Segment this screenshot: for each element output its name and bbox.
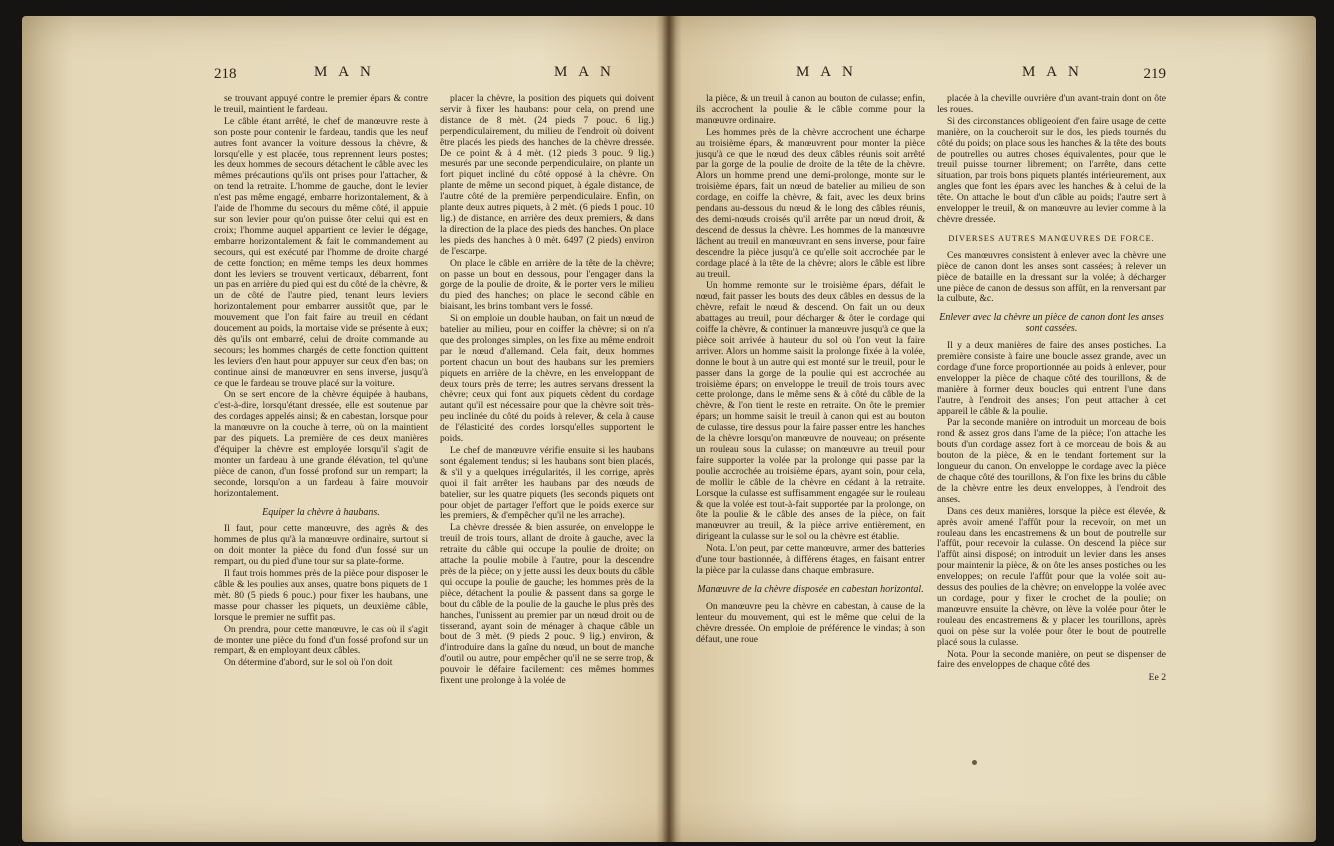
paragraph: Il y a deux manières de faire des anses postiches. La première consiste à faire une boucle assez grande, avec un cordage d'une force proportionnée au poids à enlever, pour envelopper la pièce de chaque côté des tourillons, & de manière à former deux boucles qui entrent l'une dans l'autre, à l'endroit des anses; l'on peut attacher à cet appareil le câble & la poulie. — [937, 340, 1166, 417]
section-title: DIVERSES AUTRES MANŒUVRES DE FORCE. — [948, 233, 1155, 243]
paragraph: placée à la cheville ouvrière d'un avant-train dont on ôte les roues. — [937, 93, 1166, 115]
right-page — [696, 64, 1166, 684]
paragraph: Il faut, pour cette manœuvre, des agrès & des hommes de plus qu'à la manœuvre ordinaire, surtout si on doit monter la pièce du fond d'un fossé sur un rempart, ou du pied d'une tour sur sa plate-forme. — [214, 523, 428, 568]
left-page-column-1 — [214, 94, 428, 688]
paragraph: Il faut trois hommes près de la pièce pour disposer le câble & les poulies aux anses, quatre bons piquets de 1 mèt. 80 (5 pieds 6 pouc.) pour fixer les haubans, une masse pour chasser les piquets, un deuxième câble, lorsque le premier ne suffit pas. — [214, 568, 428, 623]
paragraph: On se sert encore de la chèvre équipée à haubans, c'est-à-dire, lorsqu'étant dressée, elle est soutenue par des cordages appelés ainsi; & en cabestan, lorsque pour la manœuvre on la couche à terre, où on la maintient par des piquets. La première de ces deux manières d'équiper la chèvre est employée lorsqu'il s'agit de monter un fardeau à une grande élévation, tel qu'une pièce de canon, d'un fossé profond sur un rempart; la seconde, lorsqu'on a un fardeau à faire mouvoir horizontalement. — [214, 389, 428, 499]
book-spine — [662, 16, 676, 842]
paragraph: On manœuvre peu la chèvre en cabestan, à cause de la lenteur du mouvement, qui est le même que celui de la chèvre dressée. On emploie de préférence le vindas; à son défaut, une roue — [696, 600, 925, 645]
paragraph: On détermine d'abord, sur le sol où l'on doit — [224, 657, 393, 669]
nota-paragraph: Nota. L'on peut, par cette manœuvre, armer des batteries d'une tour bastionnée, à différens étages, en faisant entrer la pièce par la culasse dans chaque embrasure. — [696, 543, 925, 576]
paragraph: Dans ces deux manières, lorsque la pièce est élevée, & après avoir amené l'affût pour la recevoir, on met un rouleau dans les encastremens & un bout de poutrelle sur l'affût, pour recevoir la culasse. On descend la pièce sur l'affût ainsi disposé; on introduit un levier dans les anses pour maintenir la pièce, & on ôte les anses postiches ou les enveloppes; on recule l'affût pour que la volée soit au-dessus des poulies de la chèvre; on enveloppe la volée avec un cordage, pour y fixer le crochet de la poulie; on manœuvre ensuite la chèvre, on lève la volée pour ôter le rouleau des encastremens & y placer les tourillons, après quoi on pèse sur la volée pour ôter le bout de poutrelle placé sous la culasse. — [937, 505, 1166, 648]
paragraph: Ces manœuvres consistent à enlever avec la chèvre une pièce de canon dont les anses sont cassées; à relever un pièce de bataille en la dressant sur la volée; à décharger une pièce de canon de dessus son affût, en la renversant par la culbute, &c. — [937, 249, 1166, 305]
right-page-header — [696, 64, 1166, 90]
running-head: M A N — [314, 64, 375, 80]
right-page-column-2 — [937, 94, 1166, 684]
section-heading: Equiper la chèvre à haubans. — [262, 506, 380, 518]
paragraph: la pièce, & un treuil à canon au bouton de culasse; enfin, ils accrochent la poulie & le câble comme pour la manœuvre ordinaire. — [696, 93, 925, 126]
left-page — [214, 64, 654, 688]
paragraph: Le chef de manœuvre vérifie ensuite si les haubans sont également tendus; si les haubans sont bien placés, & s'il y a quelques irrégularités, il les corrige, après quoi il fait arrêter les haubans par des nœuds de batelier, sur les quatre piquets (les seconds piquets ont pour objet de partager l'effort que le poids exerce sur les premiers, & d'empêcher qu'il ne les arrache). — [440, 445, 654, 522]
paragraph: Les hommes près de la chèvre accrochent une écharpe au troisième épars, & manœuvrent pour monter la pièce jusqu'à ce que le nœud des deux câbles réunis soit arrêté par la gorge de la poulie de droite de la tête de la chèvre. Alors un homme prend une demi-prolonge, monte sur le troisième épars, fait un nœud de batelier au milieu de son cordage, en coiffe la chèvre, & fait, avec les deux brins pendans au-dessous du nœud & le long des câbles réunis, des demi-nœuds croisés qu'il arrête par un nœud droit, & descend de dessus la chèvre. Les hommes de la manœuvre lâchent au treuil en manœuvrant en sens inverse, pour faire descendre la pièce jusqu'à ce qu'elle soit accrochée par le cordage placé à la tête de la chèvre; alors le câble est libre au treuil. — [696, 126, 925, 280]
running-head: M A N — [796, 64, 857, 80]
paragraph: La chèvre dressée & bien assurée, on enveloppe le treuil de trois tours, allant de droite à gauche, avec la retraite du câble qui occupe la poulie de droite; on attache la poulie mobile à l'autre, pour la descendre près de la pièce; on y jette aussi les deux bouts du câble qui occupe la poulie de gauche; les hommes près de la pièce, détachent la poulie & passent dans sa gorge le bout du câble de la poulie de la gauche le plus près des hanches, l'unissent au premier par un nœud droit ou de tisserand, ayant soin de ménager à chaque câble un bout de 3 mèt. (9 pieds 2 pouc. 9 lig.) environ, & d'introduire dans la gaîne du nœud, un bout de manche d'outil ou autre, pour empêcher qu'il ne se serre trop, & pouvoir le défaire facilement: ces mêmes hommes fixent une prolonge à la volée de — [440, 522, 654, 687]
page-number: 218 — [214, 66, 237, 82]
paragraph: Si on emploie un double hauban, on fait un nœud de batelier au milieu, pour en coiffer la chèvre; si on n'a que des prolonges simples, on les fixe au même endroit par le nœud d'allemand. Cela fait, deux hommes portent chacun un bout des haubans sur les premiers piquets en arrière de la chèvre, en les enveloppant de deux tours près de terre; les autres servans dressent la chèvre; ceux qui font aux piquets cèdent du cordage autant qu'il est nécessaire pour que la chèvre soit très-peu inclinée du côté du poids à relever, & cela à cause de l'élasticité des cordes lorsqu'elles supportent le poids. — [440, 313, 654, 445]
page-number: 219 — [1143, 66, 1166, 82]
paragraph: Par la seconde manière on introduit un morceau de bois rond & assez gros dans l'ame de la pièce; l'on attache les bouts d'un cordage assez fort à ce morceau de bois & au bouton de la pièce, & en le tendant fortement sur la longueur du canon. On enveloppe le cordage avec la pièce de chaque côté des tourillons, & l'on fixe les brins du câble de la chèvre entre les deux enveloppes, à l'endroit des anses. — [937, 417, 1166, 505]
signature-mark: Ee 2 — [1148, 672, 1166, 684]
book-spread — [22, 16, 1316, 842]
dot-ornament — [972, 760, 977, 765]
paragraph: On place le câble en arrière de la tête de la chèvre; on passe un bout en dessous, pour l'engager dans la gorge de la poulie de droite, & le porter vers le milieu du pied des hanches; on place le second câble en biaisant, les brins tombant vers le fossé. — [440, 257, 654, 313]
running-head-column: M A N — [554, 64, 615, 80]
running-head-column: M A N — [1022, 64, 1083, 80]
paragraph: placer la chèvre, la position des piquets qui doivent servir à fixer les haubans: pour cela, on prend une distance de 8 mèt. (24 pieds 7 pouc. 6 lig.) perpendiculairement, du milieu de l'endroit où doivent être placés les pieds des hanches de la chèvre dressée. De ce point & à 4 mèt. (12 pieds 3 pouc. 9 lig.) mesurés par une seconde perpendiculaire, on plante un fort piquet incliné du côté opposé à la chèvre. On plante de même un second piquet, à égale distance, de l'autre côté de la première perpendiculaire. Enfin, on plante deux autres piquets, à 2 mèt. (6 pieds 1 pouc. 10 lig.) de distance, en arrière des deux premiers, & dans la direction de la place des pieds des hanches. On place les pieds des hanches à 0 mèt. 6497 (2 pieds) environ de l'escarpe. — [440, 93, 654, 257]
paragraph: Un homme remonte sur le troisième épars, défait le nœud, fait passer les bouts des deux câbles en dessus de la chèvre, refait le nœud & descend. On fait un ou deux abattages au treuil, pour décharger & ôter le cordage qui coiffe la chèvre, & continuer la manœuvre jusqu'à ce que la pièce soit arrivée à hauteur du sol où l'on veut la faire arriver. Alors un homme saisit la prolonge fixée à la volée, donne le bout à un autre qui est monté sur le treuil, pour le passer dans la gorge de la poulie qui est accrochée au troisième épars; on enveloppe le treuil de trois tours avec cette prolonge, dans le même sens & à côté du câble de la chèvre, & l'on tient le reste en retraite. On ôte le premier épars; un homme saisit le treuil à canon qui est au bouton de culasse, tire dessus pour la faire passer entre les hanches de la chèvre lorsqu'on manœuvre de nouveau; on présente un rouleau sous la culasse; on manœuvre au treuil pour faire supporter la volée par la prolonge qui passe par la poulie accrochée au troisième épars, ayant soin, pour cela, de mollir le câble de la chèvre en cédant à la retraite. Lorsque la culasse est suffisamment engagée sur le rouleau & que la volée est tout-à-fait supportée par la prolonge, on ôte la poulie & le câble des anses de la pièce, on fait manœuvrer au treuil, & la pièce arrive entièrement, en dirigeant la culasse sur le sol ou la chèvre est établie. — [696, 280, 925, 543]
section-heading: Manœuvre de la chèvre disposée en cabestan horizontal. — [697, 583, 924, 595]
nota-paragraph: Nota. Pour la seconde manière, on peut se dispenser de faire des enveloppes de chaque côté des — [937, 648, 1166, 671]
right-page-column-1 — [696, 94, 925, 684]
paragraph: On prendra, pour cette manœuvre, le cas où il s'agit de monter une pièce du fond d'un fossé profond sur un rempart, & en employant deux câbles. — [214, 623, 428, 657]
left-page-header — [214, 64, 654, 90]
section-heading: Enlever avec la chèvre un pièce de canon dont les anses sont cassées. — [939, 312, 1164, 335]
left-page-column-2 — [440, 94, 654, 688]
paragraph: se trouvant appuyé contre le premier épars & contre le treuil, maintient le fardeau. — [214, 93, 428, 115]
paragraph: Le câble étant arrêté, le chef de manœuvre reste à son poste pour contenir le fardeau, tandis que les neuf autres font avancer la voiture dessous la chèvre, & lorsqu'elle y est placée, tous reprennent leurs postes; les deux hommes de secours détachent le câble avec les mêmes précautions qu'ils ont prises pour l'attacher, & on tend la retraite. L'homme de gauche, dont le levier n'est pas même engagé, embarre horizontalement, & à l'aide de l'homme du secours du même côté, il appuie sur son levier pour qu'on puisse ôter celui qui est en croix; l'homme auquel appartient ce levier le dégage, embarre horizontalement & fait le commandement au secours, qui est exécuté par l'homme de droite chargé de cette fonction; en même temps les deux hommes dont les leviers se trouvent verticaux, débarrent, font un pas en arrière du pied qui est du côté de la chèvre, & un de côté de l'autre pied, tenant leurs leviers horizontalement pour embarrer aussitôt que, par le mouvement que l'on fait faire au treuil en cédant doucement au poids, la mortaise vide se présente à eux; dès qu'ils ont embarré, celui de droite commande au secours; les hommes chargés de cette fonction quittent les leviers d'en haut pour appuyer sur ceux d'en bas; on continue ainsi de manœuvrer en sens inverse, jusqu'à ce que le fardeau se trouve placé sur la voiture. — [214, 115, 428, 389]
paragraph: Si des circonstances obligeoient d'en faire usage de cette manière, on la coucheroit sur le dos, les pieds tournés du côté du poids; on place sous les hanches & la tête des bouts de poutrelles ou autres choses équivalentes, pour que le treuil puisse tourner librement; on l'arrête, dans cette situation, par trois bons piquets plantés intérieurement, aux angles que font les épars avec les hanches & à celui de la tête. On attache le bout d'un câble au poids; l'autre sert à envelopper le treuil, & on manœuvre au levier comme à la chèvre dressée. — [937, 115, 1166, 225]
